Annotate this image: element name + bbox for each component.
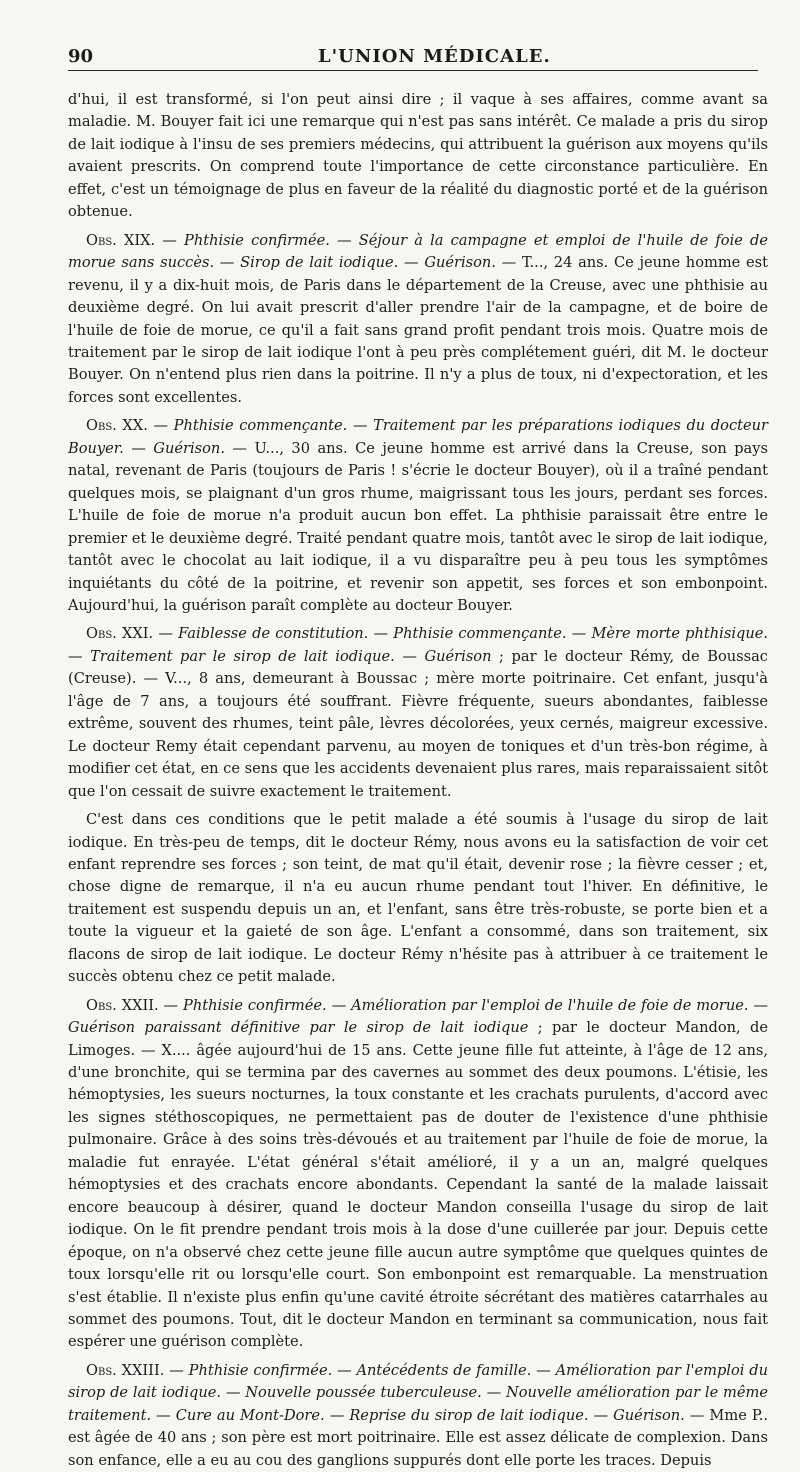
observation-xxiii <box>68 1360 768 1472</box>
observation-label: Obs. XXIII. <box>86 1361 165 1379</box>
observation-xx <box>68 415 768 617</box>
observation-title: — Phthisie confirmée. — Antécédents de famille. — Amélioration par l'emploi du sirop de lait iodique. — Nouvelle poussée tuberculeuse. — Nouvelle amélioration par le même traitement. — Cure au Mont-Dore. — Reprise du sirop de lait iodique. — Guérison. <box>68 1361 769 1424</box>
page-header <box>68 40 758 71</box>
running-head: L'UNION MÉDICALE. <box>318 46 551 67</box>
page-number: 90 <box>68 46 94 67</box>
paragraph-continuation: d'hui, il est transformé, si l'on peut ainsi dire ; il vaque à ses affaires, comme avant sa maladie. M. Bouyer fait ici une remarque qui n'est pas sans intérêt. Ce malade a pris du sirop de lait iodique à l'insu de ses premiers médecins, qui attribuent la guérison aux moyens qu'ils avaient prescrits. On comprend toute l'importance de cette circonstance particulière. En effet, c'est un témoignage de plus en faveur de la réalité du diagnostic porté et de la guérison obtenue. <box>68 91 768 221</box>
observation-title: — Phthisie confirmée. — Séjour à la campagne et emploi de l'huile de foie de morue sans succès. — Sirop de lait iodique. — Guérison. <box>68 231 768 272</box>
body-text <box>68 89 768 1472</box>
observation-label: Obs. XX. <box>86 417 148 435</box>
observation-title: — Faiblesse de constitution. — Phthisie commençante. — Mère morte phthisique. — Traitement par le sirop de lait iodique. — Guérison <box>68 625 769 665</box>
observation-text: ; par le docteur Mandon, de Limoges. — X.... âgée aujourd'hui de 15 ans. Cette jeune fille fut atteinte, à l'âge de 12 ans, d'une bronchite, qui se termina par des cavernes au sommet des deux poumons. L'étisie, les hémoptysies, les sueurs nocturnes, la toux constante et les crachats purulents, d'accord avec les signes stéthoscopiques, ne permettaient pas de douter de l'existence d'une phthisie pulmonaire. Grâce à des soins très-dévoués et au traitement par l'huile de foie de morue, la maladie fut enrayée. L'état général s'était amélioré, il y a un an, malgré quelques hémoptysies et des crachats encore abondants. Cependant la santé de la malade laissait encore beaucoup à désirer, quand le docteur Mandon conseilla l'usage du sirop de lait iodique. On le fit prendre pendant trois mois à la dose d'une cuillerée par jour. Depuis cette époque, on n'a observé chez cette jeune fille aucun autre symptôme que quelques quintes de toux lorsqu'elle rit ou lorsqu'elle court. Son embonpoint est remarquable. La menstruation s'est établie. Il n'existe plus enfin qu'une cavité étroite sécrétant des matières catarrhales au sommet des poumons. Tout, dit le docteur Mandon en terminant sa communication, nous fait espérer une guérison complète. <box>68 1019 768 1351</box>
observation-label: Obs. XIX. <box>86 231 156 249</box>
paragraph-xxi-continued: C'est dans ces conditions que le petit malade a été soumis à l'usage du sirop de lait iodique. En très-peu de temps, dit le docteur Rémy, nous avons eu la satisfaction de voir cet enfant reprendre ses forces ; son teint, de mat qu'il était, devenir rose ; la fièvre cesser ; et, chose digne de remarque, il n'a eu aucun rhume pendant tout l'hiver. En définitive, le traitement est suspendu depuis un an, et l'enfant, sans être très-robuste, se porte bien et a toute la vigueur et la gaieté de son âge. L'enfant a consommé, dans son traitement, six flacons de sirop de lait iodique. Le docteur Rémy n'hésite pas à attribuer à ce traitement le succès obtenu chez ce petit malade. <box>68 811 768 986</box>
observation-xxi <box>68 623 768 803</box>
observation-title: — Phthisie confirmée. — Amélioration par l'emploi de l'huile de foie de morue. — Guérison paraissant définitive par le sirop de lait iodique <box>68 996 769 1037</box>
observation-text: — T..., 24 ans. Ce jeune homme est revenu, il y a dix-huit mois, de Paris dans le département de la Creuse, avec une phthisie au deuxième degré. On lui avait prescrit d'aller prendre l'air de la campagne, et de boire de l'huile de foie de morue, ce qu'il a fait sans grand profit pendant trois mois. Quatre mois de traitement par le sirop de lait iodique l'ont à peu près complétement guéri, dit M. le docteur Bouyer. On n'entend plus rien dans la poitrine. Il n'y a plus de toux, ni d'expectoration, et les forces sont excellentes. <box>68 254 768 406</box>
observation-text: ; par le docteur Rémy, de Boussac (Creuse). — V..., 8 ans, demeurant à Boussac ; mère morte poitrinaire. Cet enfant, jusqu'à l'âge de 7 ans, a toujours été souffrant. Fièvre fréquente, sueurs abondantes, faiblesse extrême, souvent des rhumes, teint pâle, lèvres décolorées, yeux cernés, maigreur excessive. Le docteur Remy était cependant parvenu, au moyen de toniques et d'un très-bon régime, à modifier cet état, en ce sens que les accidents devenaient plus rares, mais reparaissaient sitôt que l'on cessait de suivre exactement le traitement. <box>68 647 768 800</box>
observation-label: Obs. XXII. <box>86 996 159 1014</box>
observation-label: Obs. XXI. <box>86 625 154 643</box>
observation-text: — Mme P.. est âgée de 40 ans ; son père est mort poitrinaire. Elle est assez délicate de complexion. Dans son enfance, elle a eu au cou des ganglions suppurés dont elle porte les traces. Depuis <box>68 1406 768 1469</box>
observation-title: — Phthisie commençante. — Traitement par les préparations iodiques du docteur Bouyer. — Guérison. <box>68 417 768 457</box>
observation-xxii <box>68 995 768 1354</box>
observation-xix <box>68 230 768 410</box>
observation-text: — U..., 30 ans. Ce jeune homme est arrivé dans la Creuse, son pays natal, revenant de Paris (toujours de Paris ! s'écrie le docteur Bouyer), où il a traîné pendant quelques mois, se plaignant d'un gros rhume, maigrissant tous les jours, perdant ses forces. L'huile de foie de morue n'a produit aucun bon effet. La phthisie paraissait être entre le premier et le deuxième degré. Traité pendant quatre mois, tantôt avec le sirop de lait iodique, tantôt avec le chocolat au lait iodique, il a vu disparaître peu à peu tous les symptômes inquiétants du côté de la poitrine, et revenir son appetit, ses forces et son embonpoint. Aujourd'hui, la guérison paraît complète au docteur Bouyer. <box>68 439 768 614</box>
